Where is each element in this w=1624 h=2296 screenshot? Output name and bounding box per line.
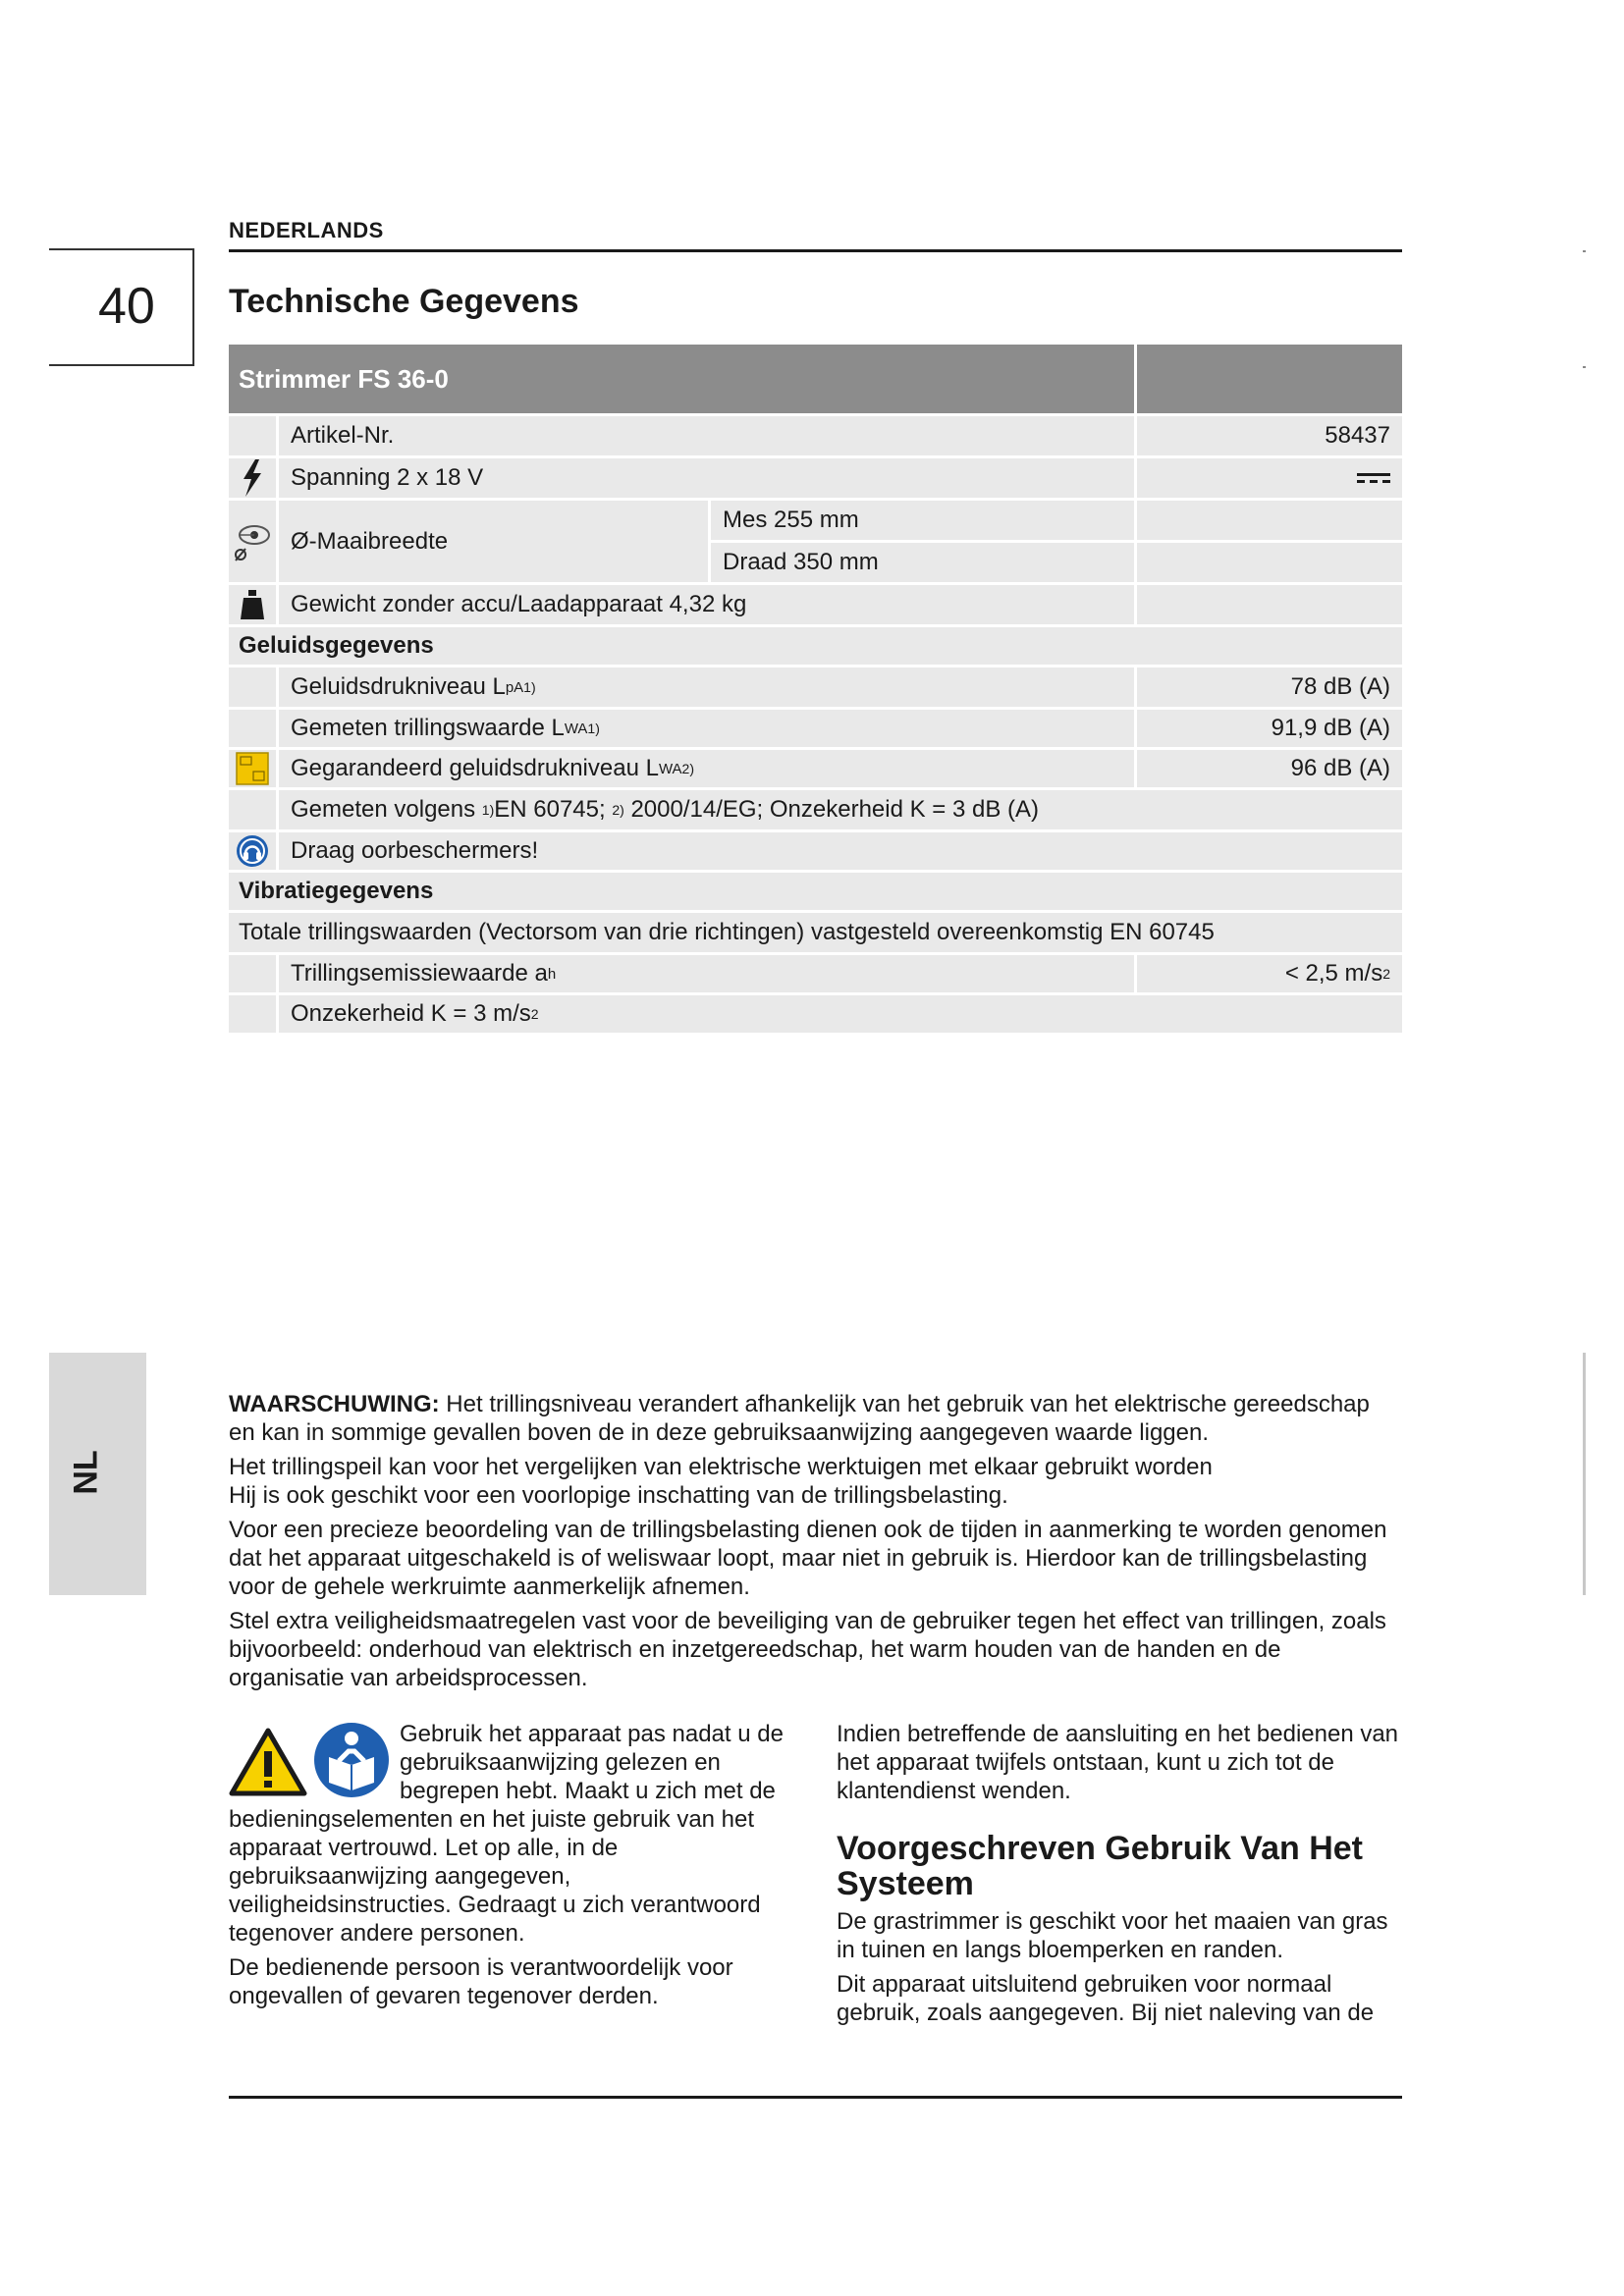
language-header: NEDERLANDS: [229, 218, 384, 242]
empty-icon-cell: [229, 710, 276, 747]
weight-icon: [229, 585, 276, 624]
warning-paragraph: WAARSCHUWING: Het trillingsniveau verandert afhankelijk van het gebruik van het elektrische gereedschap en kan in sommige gevallen boven de in deze gebruiksaanwijzing aangegeven waarde liggen.: [229, 1391, 1370, 1446]
measured-power-value: 91,9 dB (A): [1137, 710, 1402, 747]
empty-icon-cell: [229, 995, 276, 1033]
table-row: [229, 913, 1402, 952]
table-row: [229, 955, 1402, 992]
guaranteed-noise-label-icon: [229, 750, 276, 787]
read-manual-icon: [313, 1722, 390, 1798]
left-paragraph: De bedienende persoon is verantwoordelijk voor ongevallen of gevaren tegenover derden.: [229, 1954, 733, 2009]
warning-paragraph: Voor een precieze beoordeling van de trillingsbelasting dienen ook de tijden in aanmerking te worden genomen dat het apparaat uitgeschakeld is of weliswaar loopt, maar niet in gebruik is. Hierdoor kan de trillingsbelasting voor de gehele werkruimte aanmerkelijk afnemen.: [229, 1517, 1387, 1600]
left-column: [229, 1720, 798, 2016]
right-paragraph: Dit apparaat uitsluitend gebruiken voor normaal gebruik, zoals aangegeven. Bij niet naleving van de: [837, 1971, 1375, 2026]
lightning-icon: [229, 458, 276, 498]
table-row: [229, 585, 1402, 624]
warning-block: [229, 1390, 1402, 1698]
voltage-label: Spanning 2 x 18 V: [279, 458, 1134, 498]
table-row: [229, 995, 1402, 1033]
edge-line: [1583, 1353, 1586, 1595]
section-title: Technische Gegevens: [229, 283, 579, 320]
empty-value-cell: [1137, 585, 1402, 624]
measured-power-label: Gemeten trillingswaarde L WA 1): [279, 710, 1134, 747]
page-number: 40: [98, 278, 155, 335]
left-paragraph: Gebruik het apparaat pas nadat u de gebruiksaanwijzing gelezen en begrepen hebt. Maakt u zich met de bedieningselementen en het juiste gebruik van het apparaat vertrouwd. Let op alle, in de gebruiksaanwijzing aangegeven, veiligheidsinstructies. Gedraagt u zich verantwoord tegenover andere personen.: [229, 1721, 784, 1947]
table-row: [229, 458, 1402, 498]
ear-protection-label: Draag oorbeschermers!: [279, 832, 1402, 870]
warning-paragraph: Het trillingspeil kan voor het vergelijken van elektrische werktuigen met elkaar gebruikt worden: [229, 1454, 1213, 1480]
weight-label: Gewicht zonder accu/Laadapparaat 4,32 kg: [279, 585, 1134, 624]
sound-pressure-value: 78 dB (A): [1137, 667, 1402, 707]
header-rule: [229, 249, 1402, 252]
section-row: [229, 627, 1402, 665]
cutting-width-icon: [229, 501, 276, 582]
table-row: [229, 832, 1402, 870]
section-row: [229, 873, 1402, 910]
table-row: [229, 790, 1402, 829]
language-side-tab-label: NL: [67, 1450, 105, 1495]
vibration-emission-value: < 2,5 m/s 2: [1137, 955, 1402, 992]
empty-icon-cell: [229, 667, 276, 707]
edge-mark: [1583, 250, 1586, 252]
warning-triangle-icon: [229, 1728, 307, 1796]
vibration-emission-label: Trillingsemissiewaarde a h: [279, 955, 1134, 992]
table-header-value: [1137, 345, 1402, 413]
measured-according-label: Gemeten volgens 1) EN 60745; 2) 2000/14/EG; Onzekerheid K = 3 dB (A): [279, 790, 1402, 829]
table-row: [229, 710, 1402, 747]
wire-width-value: Draad 350 mm: [711, 543, 1134, 582]
warning-paragraph: Hij is ook geschikt voor een voorlopige inschatting van de trillingsbelasting.: [229, 1482, 1008, 1509]
footer-rule: [229, 2096, 1402, 2099]
vibration-uncertainty-label: Onzekerheid K = 3 m/s 2: [279, 995, 1402, 1033]
cutting-width-label: Ø-Maaibreedte: [279, 501, 708, 582]
dc-symbol-icon: [1137, 458, 1402, 498]
article-label: Artikel-Nr.: [279, 416, 1134, 455]
guaranteed-power-label: Gegarandeerd geluidsdrukniveau L WA 2): [279, 750, 1134, 787]
empty-icon-cell: [229, 790, 276, 829]
table-row: [229, 750, 1402, 787]
intended-use-heading: Voorgeschreven Gebruik Van Het Systeem: [837, 1830, 1363, 1902]
empty-value-cell: [1137, 543, 1402, 582]
table-row: [229, 501, 1402, 582]
table-header-row: [229, 345, 1402, 413]
empty-value-cell: [1137, 501, 1402, 540]
empty-icon-cell: [229, 955, 276, 992]
vibration-total-label: Totale trillingswaarden (Vectorsom van drie richtingen) vastgesteld overeenkomstig EN 60745: [229, 913, 1402, 952]
noise-section-title: Geluidsgegevens: [229, 627, 1402, 665]
table-row: [229, 667, 1402, 707]
edge-mark: [1583, 366, 1586, 368]
blade-width-value: Mes 255 mm: [711, 501, 1134, 540]
guaranteed-power-value: 96 dB (A): [1137, 750, 1402, 787]
sound-pressure-label: Geluidsdrukniveau L pA 1): [279, 667, 1134, 707]
table-row: [229, 416, 1402, 455]
warning-paragraph: Stel extra veiligheidsmaatregelen vast voor de beveiliging van de gebruiker tegen het effect van trillingen, zoals bijvoorbeeld: onderhoud van elektrisch en inzetgereedschap, het warm houden van de handen en de organisatie van arbeidsprocessen.: [229, 1608, 1386, 1691]
right-paragraph: De grastrimmer is geschikt voor het maaien van gras in tuinen en langs bloemperken en randen.: [837, 1908, 1388, 1963]
empty-icon-cell: [229, 416, 276, 455]
ear-protection-icon: [229, 832, 276, 870]
warning-lead: WAARSCHUWING:: [229, 1391, 440, 1417]
vibration-section-title: Vibratiegegevens: [229, 873, 1402, 910]
table-title: Strimmer FS 36-0: [229, 345, 1134, 413]
safety-icons: [229, 1720, 396, 1798]
article-value: 58437: [1137, 416, 1402, 455]
right-paragraph: Indien betreffende de aansluiting en het bedienen van het apparaat twijfels ontstaan, kunt u zich tot de klantendienst wenden.: [837, 1721, 1399, 1804]
right-column: [837, 1720, 1406, 2033]
